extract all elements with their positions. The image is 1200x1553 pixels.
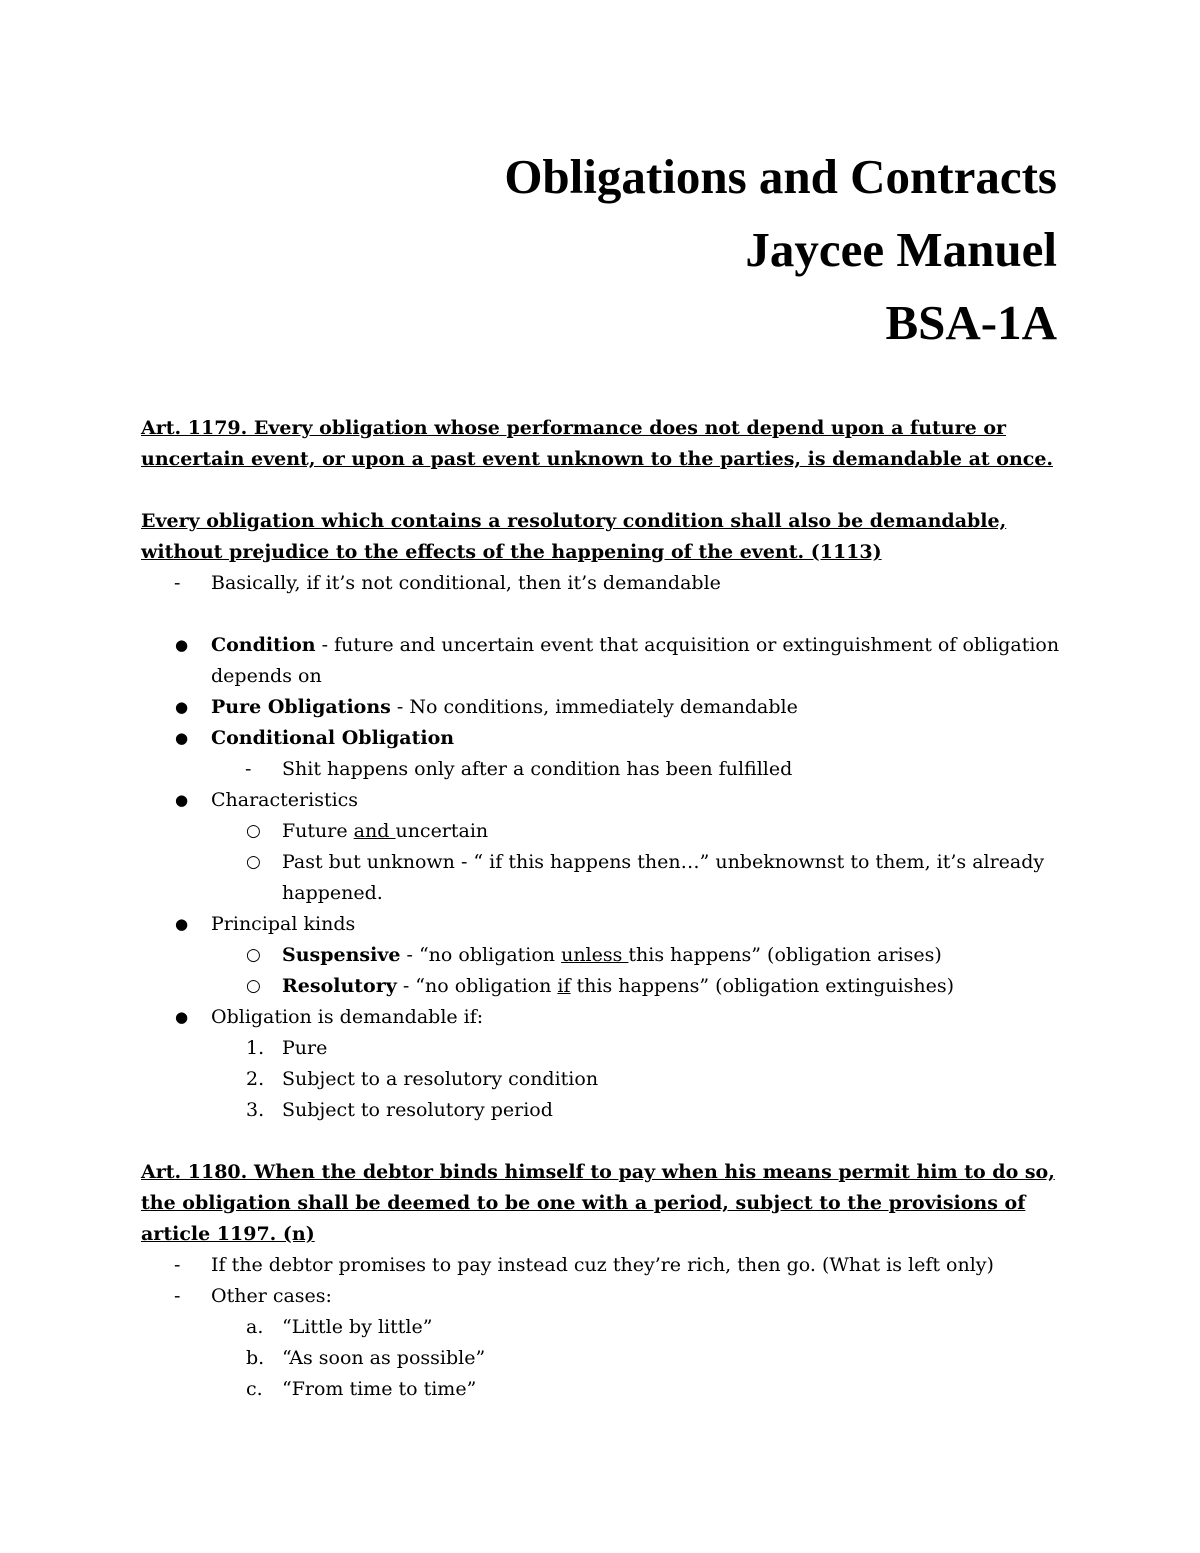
circle-bullet-icon: ○	[246, 821, 261, 841]
article-1179-heading: Art. 1179. Every obligation whose performance does not depend upon a future or uncertain event, or upon a past event unknown to the parties, is demandable at once.	[141, 417, 1054, 470]
circle-bullet-icon: ○	[246, 945, 261, 965]
document-body	[141, 413, 1061, 1405]
text: Past but unknown - “ if this happens then…” unbeknownst to them, it’s already happened.	[282, 851, 1045, 904]
term: Resolutory	[282, 975, 397, 997]
bullet-icon: ●	[175, 636, 189, 654]
bullet-item-pure	[175, 692, 1061, 723]
bullet-icon: ●	[175, 698, 189, 716]
class-section: BSA-1A	[885, 295, 1057, 350]
label: Obligation is demandable if:	[211, 1006, 484, 1028]
bullet-item-kinds	[175, 909, 1061, 940]
circle-item-suspensive	[246, 940, 1061, 971]
label: Characteristics	[211, 789, 359, 811]
bullet-item-condition	[175, 630, 1061, 692]
article-1180-heading: Art. 1180. When the debtor binds himself to pay when his means permit him to do so, the obligation shall be deemed to be one with a period, subject to the provisions of article 1197. (n)	[141, 1161, 1055, 1245]
circle-item	[246, 816, 1061, 847]
note-text: Basically, if it’s not conditional, then it’s demandable	[211, 572, 721, 594]
article-1179-second-paragraph: Every obligation which contains a resolutory condition shall also be demandable, without prejudice to the effects of the happening of the event. (1113)	[141, 510, 1007, 563]
text-part: this happens” (obligation arises)	[628, 944, 942, 966]
dash-marker: -	[174, 572, 181, 594]
numbered-item	[246, 1064, 1061, 1095]
bullet-icon: ●	[175, 791, 189, 809]
bullet-item-conditional	[175, 723, 1061, 754]
item-text: “From time to time”	[282, 1378, 477, 1400]
underlined-text: and	[353, 820, 396, 842]
label: Principal kinds	[211, 913, 356, 935]
term: Suspensive	[282, 944, 401, 966]
note-text: Other cases:	[211, 1285, 332, 1307]
numbered-item	[246, 1095, 1061, 1126]
lettered-item	[246, 1312, 1061, 1343]
item-text: Subject to resolutory period	[282, 1099, 553, 1121]
term: Pure Obligations	[211, 696, 391, 718]
definition: - future and uncertain event that acquisition or extinguishment of obligation depends on	[211, 634, 1060, 687]
dash-marker: -	[174, 1254, 181, 1276]
item-text: “As soon as possible”	[282, 1347, 486, 1369]
circle-bullet-icon: ○	[246, 976, 261, 996]
text-part: this happens” (obligation extinguishes)	[570, 975, 955, 997]
note-item	[174, 1281, 1061, 1312]
definition: - No conditions, immediately demandable	[390, 696, 798, 718]
text-part: - “no obligation	[400, 944, 562, 966]
dash-marker: -	[174, 1285, 181, 1307]
underlined-text: if	[557, 975, 571, 997]
item-text: Pure	[282, 1037, 328, 1059]
item-letter: b.	[246, 1347, 265, 1369]
note-text: If the debtor promises to pay instead cuz they’re rich, then go. (What is left only)	[211, 1254, 994, 1276]
circle-item	[246, 847, 1061, 909]
bullet-icon: ●	[175, 729, 189, 747]
lettered-item	[246, 1343, 1061, 1374]
numbered-item	[246, 1033, 1061, 1064]
note-item	[174, 1250, 1061, 1281]
text-part: uncertain	[395, 820, 489, 842]
lettered-item	[246, 1374, 1061, 1405]
item-letter: c.	[246, 1378, 263, 1400]
title-block	[504, 140, 1057, 359]
bullet-item-demandable	[175, 1002, 1061, 1033]
dash-marker: -	[245, 758, 252, 780]
bullet-icon: ●	[175, 1008, 189, 1026]
text-part: Future	[282, 820, 354, 842]
item-letter: a.	[246, 1316, 264, 1338]
item-number: 3.	[246, 1099, 265, 1121]
sub-note-text: Shit happens only after a condition has been fulfilled	[282, 758, 793, 780]
term: Condition	[211, 634, 316, 656]
note-item	[174, 568, 1061, 599]
item-text: Subject to a resolutory condition	[282, 1068, 599, 1090]
circle-item-resolutory	[246, 971, 1061, 1002]
sub-note-item	[245, 754, 1061, 785]
circle-bullet-icon: ○	[246, 852, 261, 872]
bullet-item-characteristics	[175, 785, 1061, 816]
bullet-icon: ●	[175, 915, 189, 933]
term: Conditional Obligation	[211, 727, 455, 749]
text-part: - “no obligation	[396, 975, 558, 997]
document-title: Obligations and Contracts	[504, 149, 1057, 204]
author-name: Jaycee Manuel	[745, 222, 1057, 277]
item-number: 1.	[246, 1037, 265, 1059]
item-text: “Little by little”	[282, 1316, 433, 1338]
underlined-text: unless	[561, 944, 629, 966]
item-number: 2.	[246, 1068, 265, 1090]
